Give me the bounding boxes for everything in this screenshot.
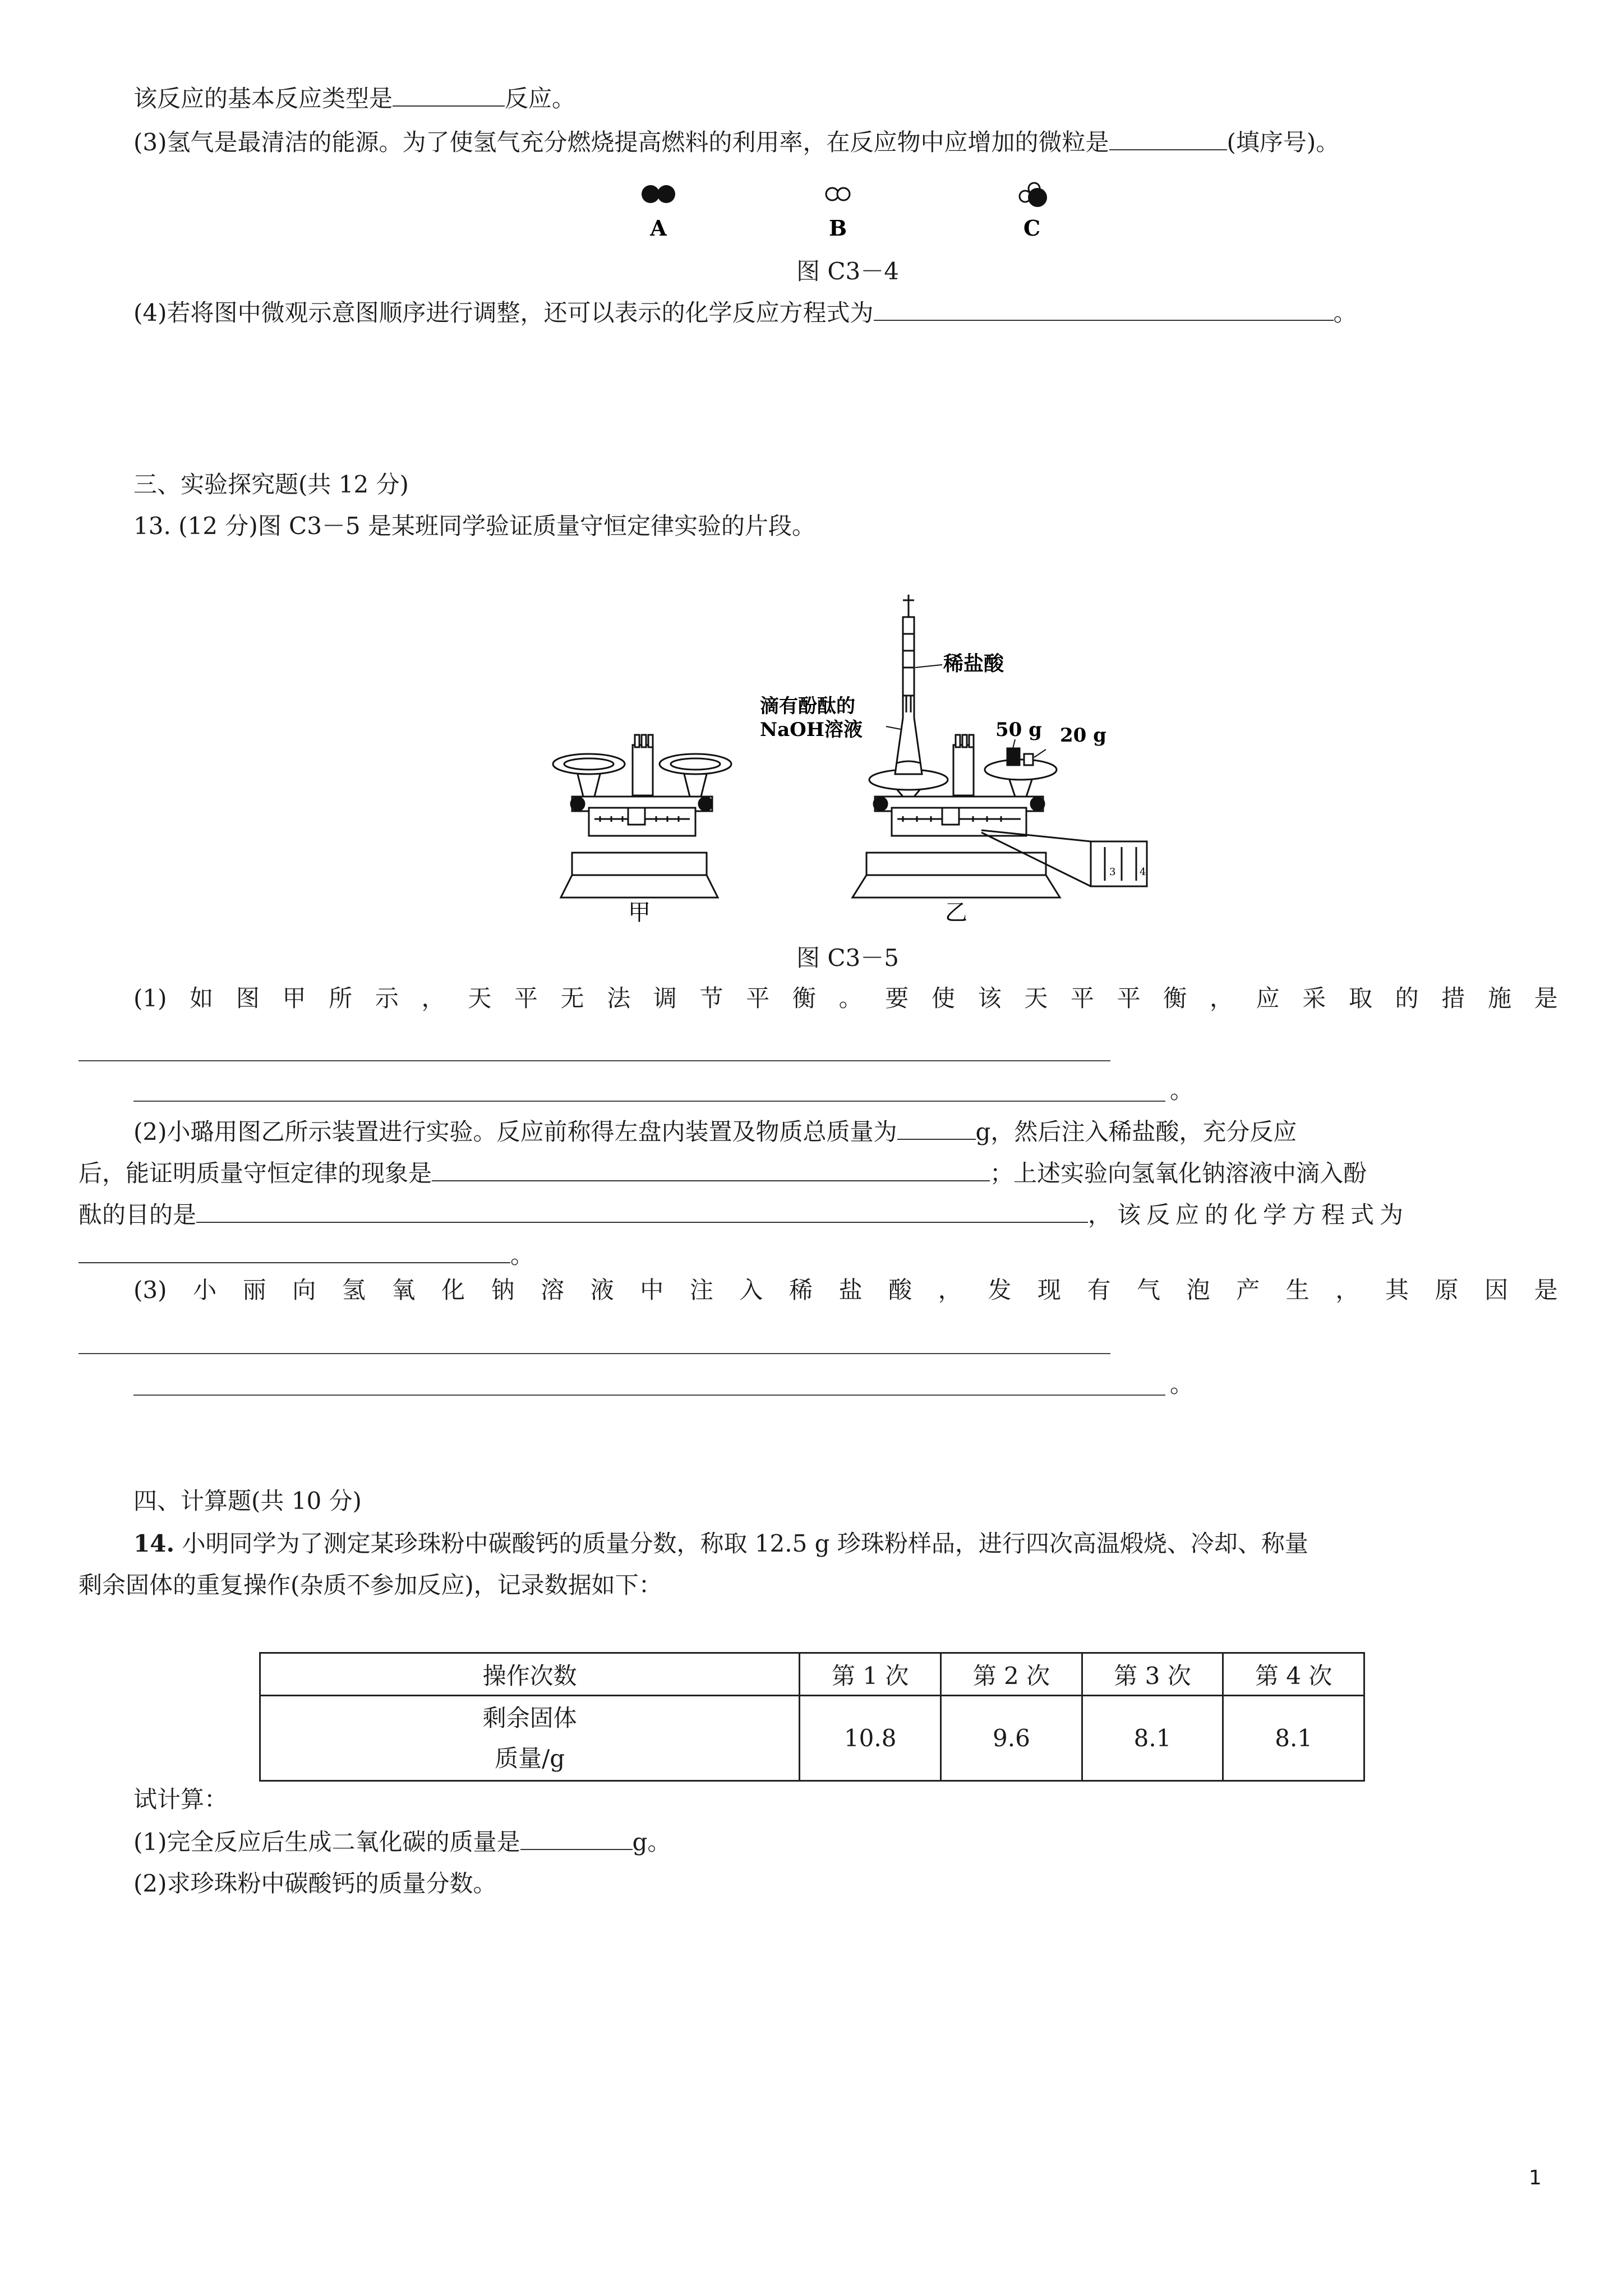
q13-part1-char: (1)	[133, 984, 167, 1012]
q13-part3-char: 丽	[242, 1276, 266, 1304]
q13-part1-char: 示	[375, 984, 399, 1012]
q13-part1-char: 平	[746, 984, 770, 1012]
q14-sub1-suffix: g。	[632, 1828, 671, 1856]
q13-part3-char: 其	[1385, 1276, 1409, 1304]
section-title: 四、计算题(共 10 分)	[133, 1487, 362, 1515]
table-header-row	[260, 1653, 1364, 1696]
leader-line	[1034, 749, 1046, 757]
answer-blank[interactable]	[79, 1060, 1110, 1061]
q13-part1-char: ，	[1209, 984, 1233, 1012]
q13-part1-char: 平	[1070, 984, 1094, 1012]
option-c-particle	[1020, 183, 1047, 207]
q13-intro: 13. (12 分)图 C3－5 是某班同学验证质量守恒定律实验的片段。	[133, 512, 815, 540]
q12-line1-prefix: 该反应的基本反应类型是	[133, 85, 393, 112]
q13-part3-char: 注	[689, 1276, 713, 1304]
q14-sub1-prefix: (1)完全反应后生成二氧化碳的质量是	[133, 1828, 520, 1856]
balance-figure	[538, 595, 1166, 926]
q13-part3-char: 发	[988, 1276, 1012, 1304]
q13-part3-char: 产	[1236, 1276, 1260, 1304]
answer-blank[interactable]	[432, 1158, 990, 1181]
q13-part3-char: 是	[1534, 1276, 1558, 1304]
q13-part3-char: 原	[1435, 1276, 1459, 1304]
q13-part3-char: 化	[441, 1276, 465, 1304]
q13-part3-char: 小	[193, 1276, 217, 1304]
option-b-label: B	[828, 215, 847, 241]
q13-part1-char: 天	[1024, 984, 1048, 1012]
label-jia: 甲	[628, 900, 651, 926]
q13-part1-char: 的	[1395, 984, 1419, 1012]
section-title: 三、实验探究题(共 12 分)	[133, 471, 409, 498]
answer-blank[interactable]	[393, 83, 505, 107]
scale-label-4: 4	[1140, 866, 1146, 878]
option-a-particle	[642, 185, 675, 203]
q13-part1-char: 施	[1487, 984, 1511, 1012]
answer-blank[interactable]	[1109, 127, 1227, 150]
table-header-cell: 第 4 次	[1223, 1653, 1364, 1696]
q13-part2-line1	[133, 1116, 1297, 1148]
q13-part3-char: 氧	[391, 1276, 416, 1304]
q13-part3-char: 酸	[888, 1276, 912, 1304]
q12-line4	[133, 297, 1357, 329]
q13-part1-char: 甲	[282, 984, 306, 1012]
data-table	[259, 1652, 1365, 1782]
q13-part1-char: 应	[1256, 984, 1280, 1012]
q13-part2-l1-suffix: g，然后注入稀盐酸，充分反应	[975, 1118, 1297, 1145]
period: 。	[510, 1241, 534, 1269]
q12-line1	[133, 83, 575, 114]
q12-line2-suffix: (填序号)。	[1227, 128, 1340, 156]
q13-part1-char: 采	[1302, 984, 1326, 1012]
q13-part1-char: 节	[699, 984, 723, 1012]
table-row-label	[260, 1696, 800, 1781]
q13-part2-l2-suffix: ；上述实验向氢氧化钠溶液中滴入酚	[990, 1159, 1367, 1187]
q12-line1-suffix: 反应。	[505, 85, 576, 112]
scale-label-3: 3	[1109, 866, 1116, 878]
question-number: 14.	[133, 1530, 175, 1557]
q13-part1-char: 措	[1441, 984, 1465, 1012]
q13-part2-line2	[79, 1158, 1367, 1189]
q13-part3-char: 中	[640, 1276, 664, 1304]
q13-part1-char: 所	[329, 984, 353, 1012]
table-cell: 10.8	[800, 1696, 941, 1781]
q13-part1-char: 无	[560, 984, 584, 1012]
label-weight-50g: 50 g	[995, 719, 1042, 741]
q13-part3-char: (3)	[133, 1276, 167, 1304]
q13-part3-char: ，	[938, 1276, 962, 1304]
q13-part1-char: 取	[1348, 984, 1372, 1012]
option-c-label: C	[1023, 215, 1041, 241]
q13-part3-char: 稀	[789, 1276, 813, 1304]
q13-part1-char: 法	[607, 984, 631, 1012]
table-row	[260, 1696, 1364, 1781]
answer-blank[interactable]	[874, 297, 1334, 321]
period: 。	[1170, 1076, 1194, 1104]
q13-part1-char: 平	[514, 984, 538, 1012]
answer-blank[interactable]	[520, 1826, 633, 1850]
answer-blank[interactable]	[133, 1395, 1165, 1396]
q13-part3-line	[133, 1274, 1558, 1306]
q13-part1-char: 图	[236, 984, 260, 1012]
q13-part3-char: 向	[292, 1276, 316, 1304]
q13-part2-l1-prefix: (2)小璐用图乙所示装置进行实验。反应前称得左盘内装置及物质总质量为	[133, 1118, 897, 1145]
q13-part3-char: 盐	[838, 1276, 863, 1304]
table-cell: 9.6	[941, 1696, 1082, 1781]
table-header-cell: 第 1 次	[800, 1653, 941, 1696]
q12-line2	[133, 127, 1339, 158]
label-solution-l2: NaOH溶液	[760, 719, 863, 741]
label-solution-l1: 滴有酚酞的	[760, 695, 855, 717]
q13-part3-char: 生	[1285, 1276, 1310, 1304]
q13-part1-char: 天	[468, 984, 492, 1012]
calc-prompt: 试计算：	[133, 1786, 228, 1813]
q13-part3-char: 氢	[342, 1276, 366, 1304]
answer-blank[interactable]	[79, 1353, 1110, 1354]
q13-part3-char: 气	[1137, 1276, 1161, 1304]
q13-part3-char: 现	[1037, 1276, 1061, 1304]
q13-part3-char: 因	[1484, 1276, 1509, 1304]
q14-intro-text: 小明同学为了测定某珍珠粉中碳酸钙的质量分数，称取 12.5 g 珍珠粉样品，进行四次高温煅烧、冷却、称量	[182, 1530, 1308, 1557]
leader-line	[886, 726, 901, 729]
q13-part1-line	[133, 983, 1558, 1014]
label-weight-20g: 20 g	[1060, 724, 1106, 747]
answer-blank[interactable]	[133, 1101, 1165, 1102]
q12-line2-prefix: (3)氢气是最清洁的能源。为了使氢气充分燃烧提高燃料的利用率，在反应物中应增加的微粒是	[133, 128, 1109, 156]
answer-blank[interactable]	[897, 1116, 976, 1140]
q13-part1-char: 是	[1534, 984, 1558, 1012]
q13-part2-l3-suffix: ，该反应的化学方程式为	[1088, 1201, 1409, 1228]
q13-part1-char: 如	[190, 984, 214, 1012]
q13-part1-char: 要	[885, 984, 909, 1012]
q14-sub2: (2)求珍珠粉中碳酸钙的质量分数。	[133, 1870, 497, 1897]
leader-line	[915, 665, 942, 668]
option-a-label: A	[650, 215, 667, 241]
q13-part3-char: 泡	[1186, 1276, 1210, 1304]
figure-caption: 图 C3－5	[796, 944, 899, 972]
q13-part2-l2-prefix: 后，能证明质量守恒定律的现象是	[79, 1159, 432, 1187]
q13-part1-char: ，	[421, 984, 445, 1012]
page-number: 1	[1529, 2166, 1542, 2189]
period: 。	[1170, 1370, 1194, 1398]
q13-part3-char: 钠	[491, 1276, 515, 1304]
q13-part3-char: 有	[1087, 1276, 1111, 1304]
answer-blank[interactable]	[79, 1240, 510, 1263]
q14-intro-line2: 剩余固体的重复操作(杂质不参加反应)，记录数据如下：	[79, 1571, 662, 1599]
q13-part1-char: 调	[653, 984, 677, 1012]
figure-caption: 图 C3－4	[796, 257, 899, 285]
q13-part3-char: 入	[739, 1276, 763, 1304]
q13-part1-char: 该	[978, 984, 1002, 1012]
q13-part3-char: ，	[1335, 1276, 1359, 1304]
q13-part3-char: 溶	[541, 1276, 565, 1304]
balance-jia	[553, 735, 731, 898]
q14-intro-line1	[133, 1528, 1308, 1559]
q13-part1-char: 。	[838, 984, 863, 1012]
q13-part3-char: 液	[590, 1276, 614, 1304]
q14-sub1	[133, 1826, 671, 1858]
option-b-particle	[826, 188, 850, 200]
label-yi: 乙	[945, 900, 967, 926]
particle-options-figure	[617, 174, 1077, 247]
q13-part1-char: 衡	[1163, 984, 1187, 1012]
table-cell: 8.1	[1082, 1696, 1223, 1781]
q13-part2-line4	[79, 1240, 534, 1271]
q12-line4-suffix: 。	[1333, 299, 1357, 326]
answer-blank[interactable]	[196, 1199, 1088, 1223]
q12-line4-prefix: (4)若将图中微观示意图顺序进行调整，还可以表示的化学反应方程式为	[133, 299, 874, 326]
table-header-cell: 操作次数	[260, 1653, 800, 1696]
q13-part1-char: 平	[1117, 984, 1141, 1012]
table-header-cell: 第 2 次	[941, 1653, 1082, 1696]
row-label-line2: 质量/g	[495, 1744, 565, 1772]
row-label-line1: 剩余固体	[482, 1704, 577, 1732]
table-header-cell: 第 3 次	[1082, 1653, 1223, 1696]
q13-part2-l3-prefix: 酞的目的是	[79, 1201, 197, 1228]
table-cell: 8.1	[1223, 1696, 1364, 1781]
label-acid: 稀盐酸	[943, 652, 1004, 675]
q13-part1-char: 衡	[792, 984, 816, 1012]
q13-part1-char: 使	[931, 984, 955, 1012]
q13-part2-line3	[79, 1199, 1409, 1231]
